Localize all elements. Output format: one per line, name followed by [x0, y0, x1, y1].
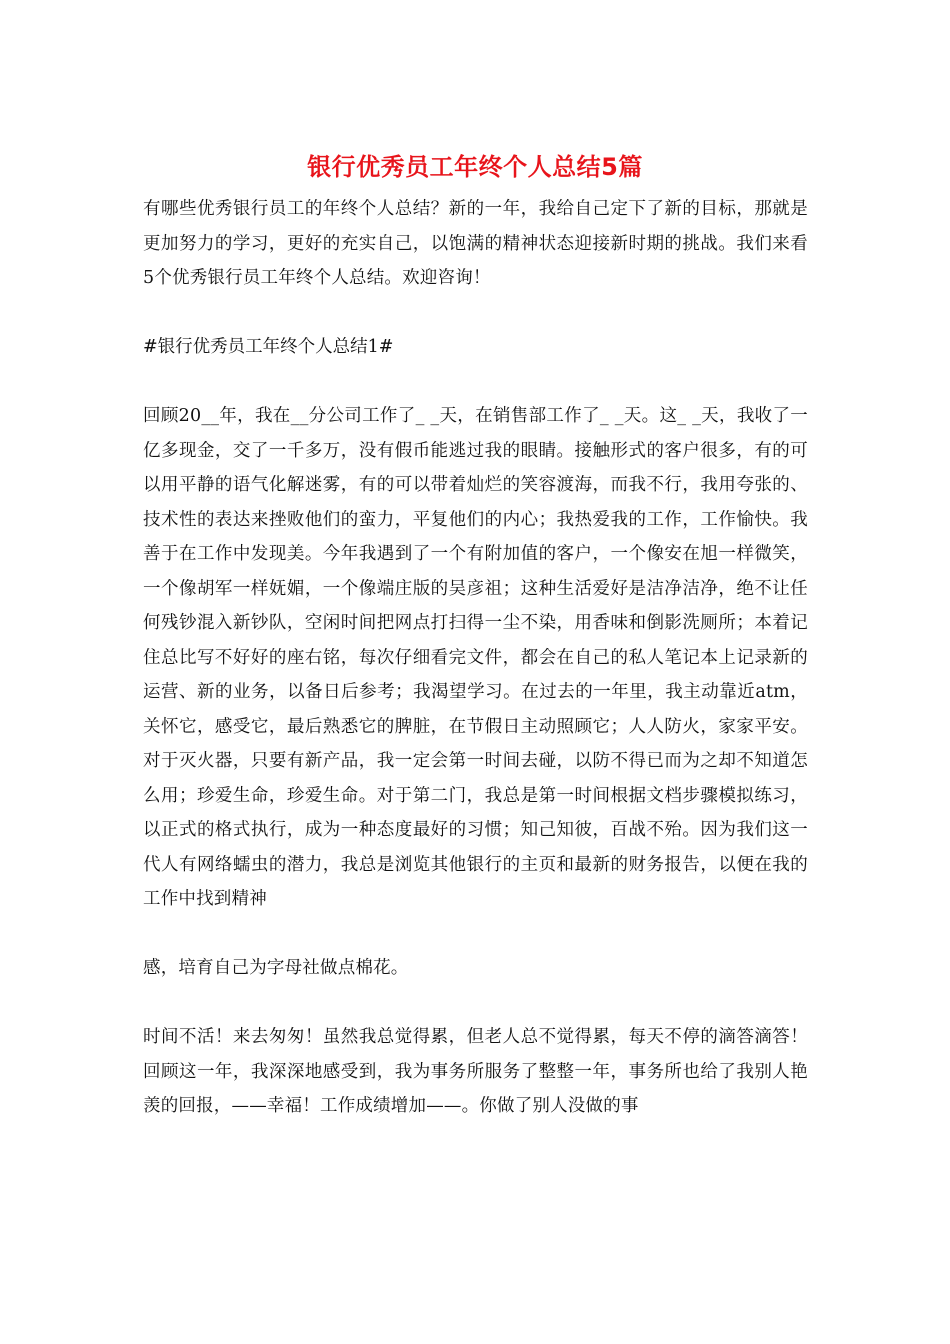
body-paragraph-1: 回顾20__年，我在__分公司工作了_ _天，在销售部工作了_ _天。这_ _天，我收了一亿多现金，交了一千多万，没有假币能逃过我的眼睛。接触形式的客户很多，有的可以用平静的语气化解迷雾，有的可以带着灿烂的笑容渡海，而我不行，我用夸张的、技术性的表达来挫败他们的蛮力，平复他们的内心；我热爱我的工作，工作愉快。我善于在工作中发现美。今年我遇到了一个有附加值的客户，一个像安在旭一样微笑，一个像胡军一样妩媚，一个像端庄版的吴彦祖；这种生活爱好是洁净洁净，绝不让任何残钞混入新钞队，空闲时间把网点打扫得一尘不染，用香味和倒影洗厕所；本着记住总比写不好好的座右铭，每次仔细看完文件，都会在自己的私人笔记本上记录新的运营、新的业务，以备日后参考；我渴望学习。在过去的一年里，我主动靠近atm，关怀它，感受它，最后熟悉它的脾脏，在节假日主动照顾它；人人防火，家家平安。对于灭火器，只要有新产品，我一定会第一时间去碰，以防不得已而为之却不知道怎么用；珍爱生命，珍爱生命。对于第二门，我总是第一时间根据文档步骤模拟练习，以正式的格式执行，成为一种态度最好的习惯；知己知彼，百战不殆。因为我们这一代人有网络蠕虫的潜力，我总是浏览其他银行的主页和最新的财务报告，以便在我的工作中找到精神	[143, 406, 808, 909]
section-heading: #银行优秀员工年终个人总结1#	[143, 337, 394, 357]
body-paragraph-3: 时间不活！来去匆匆！虽然我总觉得累，但老人总不觉得累，每天不停的滴答滴答！回顾这一年，我深深地感受到，我为事务所服务了整整一年，事务所也给了我别人艳羡的回报，——幸福！工作成绩增加——。你做了别人没做的事	[143, 1027, 808, 1116]
intro-paragraph: 有哪些优秀银行员工的年终个人总结？新的一年，我给自己定下了新的目标，那就是更加努力的学习，更好的充实自己，以饱满的精神状态迎接新时期的挑战。我们来看5个优秀银行员工年终个人总结。欢迎咨询！	[143, 199, 808, 288]
paragraph-spacer	[143, 986, 808, 1021]
body-paragraph-2: 感，培育自己为字母社做点棉花。	[143, 958, 409, 978]
paragraph-spacer	[143, 365, 808, 400]
document-title: 银行优秀员工年终个人总结5篇	[307, 153, 643, 181]
paragraph-spacer	[143, 917, 808, 952]
paragraph-spacer	[143, 296, 808, 331]
document-body	[143, 192, 808, 1124]
